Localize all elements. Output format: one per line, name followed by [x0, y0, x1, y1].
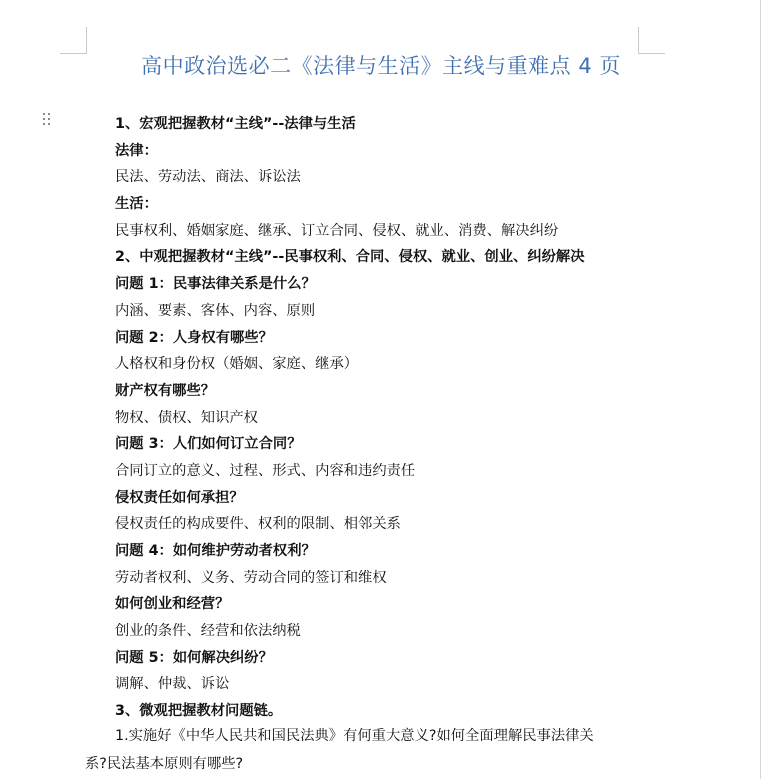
text-line: 民事权利、婚姻家庭、继承、订立合同、侵权、就业、消费、解决纠纷	[115, 222, 559, 239]
drag-handle-icon[interactable]	[42, 112, 52, 126]
text-line: 侵权责任的构成要件、权利的限制、相邻关系	[115, 516, 401, 533]
document-title: 高中政治选必二《法律与生活》主线与重难点 4 页	[141, 54, 621, 78]
heading-line: 财产权有哪些？	[115, 382, 216, 399]
heading-line: 问题 4：如何维护劳动者权利？	[115, 543, 316, 559]
text-line: 民法、劳动法、商法、诉讼法	[115, 169, 301, 186]
heading-line: 问题 2：人身权有哪些？	[115, 329, 273, 346]
text-line: 物权、债权、知识产权	[115, 409, 258, 426]
text-line: 创业的条件、经营和依法纳税	[115, 623, 301, 640]
paragraph-line: 1.实施好《中华人民共和国民法典》有何重大意义?如何全面理解民事法律关	[115, 728, 594, 744]
heading-line: 如何创业和经营？	[115, 596, 230, 613]
text-line: 人格权和身份权（婚姻、家庭、继承）	[115, 356, 359, 373]
text-line: 调解、仲裁、诉讼	[115, 676, 230, 693]
text-line: 合同订立的意义、过程、形式、内容和违约责任	[115, 462, 416, 479]
page-corner-mark-left	[60, 27, 87, 54]
heading-line: 问题 5：如何解决纠纷？	[115, 649, 273, 666]
heading-line: 侵权责任如何承担？	[115, 489, 244, 506]
paragraph-line: 系?民法基本原则有哪些?	[85, 756, 244, 772]
text-line: 内涵、要素、客体、内容、原则	[115, 302, 316, 319]
heading-line: 问题 1：民事法律关系是什么？	[115, 276, 316, 293]
heading-line: 法律：	[115, 142, 158, 159]
text-line: 劳动者权利、义务、劳动合同的签订和维权	[115, 569, 387, 586]
heading-line: 3、微观把握教材问题链。	[115, 703, 283, 720]
document-body[interactable]	[115, 111, 675, 725]
heading-line: 1、宏观把握教材“主线”--法律与生活	[115, 116, 356, 132]
heading-line: 问题 3：人们如何订立合同？	[115, 436, 302, 453]
heading-line: 生活：	[115, 196, 158, 213]
question-paragraph[interactable]	[85, 722, 675, 778]
heading-line: 2、中观把握教材“主线”--民事权利、合同、侵权、就业、创业、纠纷解决	[115, 249, 585, 266]
